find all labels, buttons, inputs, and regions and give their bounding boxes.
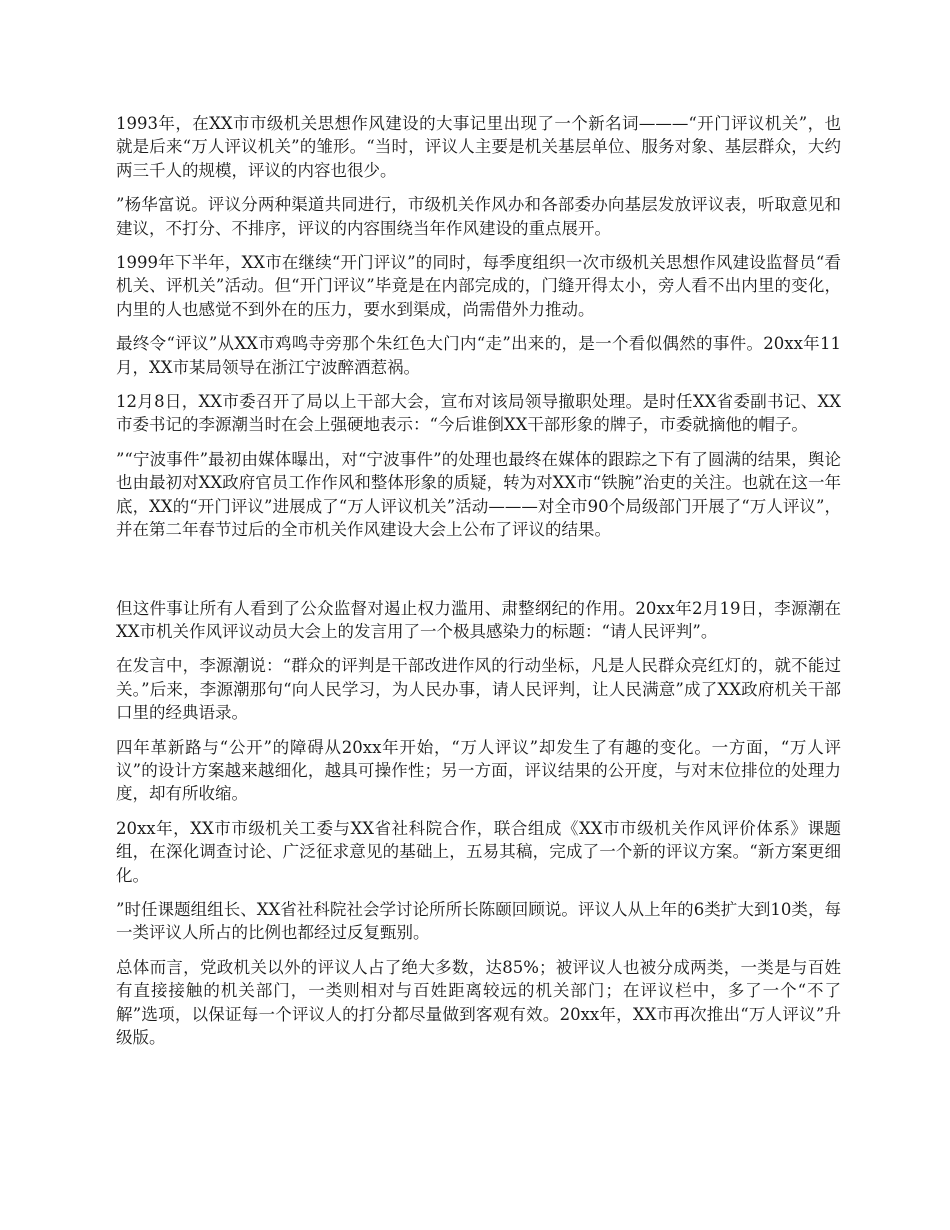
- paragraph-11: ”时任课题组组长、XX省社科院社会学讨论所所长陈颐回顾说。评议人从上年的6类扩大到10类，每一类评议人所占的比例也都经过反复甄别。: [116, 899, 841, 943]
- paragraph-2: ”杨华富说。评议分两种渠道共同进行，市级机关作风办和各部委办向基层发放评议表，听取意见和建议，不打分、不排序，评议的内容围绕当年作风建设的重点展开。: [116, 195, 841, 238]
- paragraph-6: ”“宁波事件”最初由媒体曝出，对“宁波事件”的处理也最终在媒体的跟踪之下有了圆满的结果，舆论也由最初对XX政府官员工作作风和整体形象的质疑，转为对XX市“铁腕”治吏的关注。也就在这一年底，XX的“开门评议”进展成了“万人评议机关”活动———对全市90个局级部门开展了“万人评议”，并在第二年春节过后的全市机关作风建设大会上公布了评议的结果。: [116, 449, 841, 540]
- paragraph-5: 12月8日，XX市委召开了局以上干部大会，宣布对该局领导撤职处理。是时任XX省委副书记、XX市委书记的李源潮当时在会上强硬地表示：“今后谁倒XX干部形象的牌子，市委就摘他的帽子。: [116, 392, 841, 435]
- paragraph-12: 总体而言，党政机关以外的评议人占了绝大多数，达85%；被评议人也被分成两类，一类是与百姓有直接接触的机关部门，一类则相对与百姓距离较远的机关部门；在评议栏中，多了一个“不了解”选项，以保证每一个评议人的打分都尽量做到客观有效。20xx年，XX市再次推出“万人评议”升级版。: [116, 957, 841, 1047]
- paragraph-3: 1999年下半年，XX市在继续“开门评议”的同时，每季度组织一次市级机关思想作风建设监督员“看机关、评机关”活动。但“开门评议”毕竟是在内部完成的，门缝开得太小，旁人看不出内里的变化，内里的人也感觉不到外在的压力，要水到渠成，尚需借外力推动。: [116, 253, 841, 319]
- paragraph-8: 在发言中，李源潮说：“群众的评判是干部改进作风的行动坐标，凡是人民群众亮红灯的，就不能过关。”后来，李源潮那句“向人民学习，为人民办事，请人民评判，让人民满意”成了XX政府机关干部口里的经典语录。: [116, 656, 841, 723]
- paragraph-1: 1993年，在XX市市级机关思想作风建设的大事记里出现了一个新名词———“开门评议机关”，也就是后来“万人评议机关”的雏形。“当时，评议人主要是机关基层单位、服务对象、基层群众，大约两三千人的规模，评议的内容也很少。: [116, 114, 841, 180]
- document-body: [116, 112, 841, 1060]
- paragraph-10: 20xx年，XX市市级机关工委与XX省社科院合作，联合组成《XX市市级机关作风评价体系》课题组，在深化调查讨论、广泛征求意见的基础上，五易其稿，完成了一个新的评议方案。“新方案更细化。: [116, 818, 841, 885]
- paragraph-9: 四年革新路与“公开”的障碍从20xx年开始，“万人评议”却发生了有趣的变化。一方面，“万人评议”的设计方案越来越细化，越具可操作性；另一方面，评议结果的公开度，与对末位排位的处理力度，却有所收缩。: [116, 737, 841, 804]
- paragraph-4: 最终令“评议”从XX市鸡鸣寺旁那个朱红色大门内“走”出来的，是一个看似偶然的事件。20xx年11月，XX市某局领导在浙江宁波醉酒惹祸。: [116, 334, 841, 377]
- paragraph-7: 但这件事让所有人看到了公众监督对遏止权力滥用、肃整纲纪的作用。20xx年2月19日，李源潮在XX市机关作风评议动员大会上的发言用了一个极具感染力的标题：“请人民评判”。: [116, 598, 841, 641]
